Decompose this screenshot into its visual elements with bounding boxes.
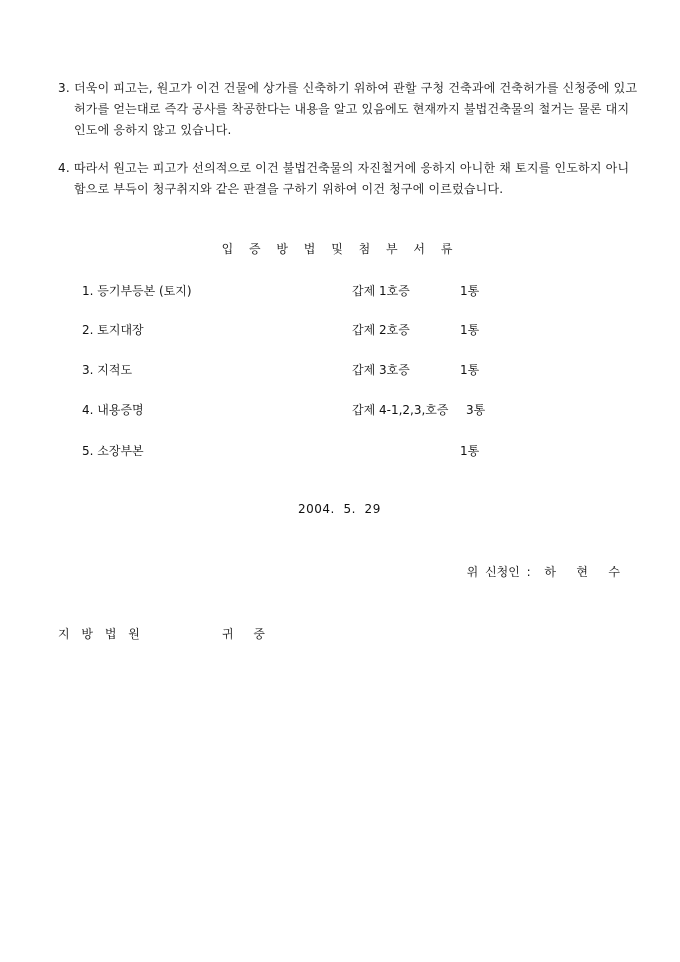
paragraph-number: 4. <box>58 161 70 175</box>
paragraph-text: 더욱이 피고는, 원고가 이건 건물에 상가를 신축하기 위하여 관할 구청 건축과에 건축허가를 신청중에 있고 허가를 얻는대로 즉각 공사를 착공한다는 내용을 알고 있음에도 현재까지 불법건축물의 철거는 물론 대지인도에 응하지 않고 있습니다. <box>74 81 638 137</box>
paragraph-3 <box>58 78 638 141</box>
evidence-number: 갑제 3호증 <box>352 363 410 377</box>
signer-line: 위 신청인 : 하 현 수 <box>466 565 620 579</box>
paragraph-number: 3. <box>58 81 70 95</box>
evidence-label: 4. 내용증명 <box>82 403 144 417</box>
evidence-row <box>82 321 602 337</box>
evidence-number: 갑제 2호증 <box>352 323 410 337</box>
paragraph-text: 따라서 원고는 피고가 선의적으로 이건 불법건축물의 자진철거에 응하지 아니한 채 토지를 인도하지 아니함으로 부득이 청구취지와 같은 판결을 구하기 위하여 이건 청구에 이르렀습니다. <box>74 161 630 196</box>
evidence-row <box>82 401 602 417</box>
evidence-number: 갑제 1호증 <box>352 284 410 298</box>
evidence-quantity: 3통 <box>466 403 486 417</box>
evidence-quantity: 1통 <box>460 323 480 337</box>
evidence-label: 3. 지적도 <box>82 363 133 377</box>
evidence-number: 갑제 4-1,2,3,호증 <box>352 403 449 417</box>
evidence-label: 5. 소장부본 <box>82 444 144 458</box>
court-name: 지 방 법 원 <box>58 627 144 641</box>
paragraph-4 <box>58 158 638 200</box>
evidence-row <box>82 442 602 458</box>
evidence-row <box>82 361 602 377</box>
evidence-quantity: 1통 <box>460 284 480 298</box>
evidence-label: 1. 등기부등본 (토지) <box>82 284 192 298</box>
evidence-title: 입 증 방 법 및 첨 부 서 류 <box>221 242 459 256</box>
evidence-label: 2. 토지대장 <box>82 323 144 337</box>
evidence-row <box>82 282 602 298</box>
document-date: 2004. 5. 29 <box>298 502 381 516</box>
evidence-quantity: 1통 <box>460 363 480 377</box>
evidence-quantity: 1통 <box>460 444 480 458</box>
court-addressee: 귀 중 <box>222 627 273 641</box>
